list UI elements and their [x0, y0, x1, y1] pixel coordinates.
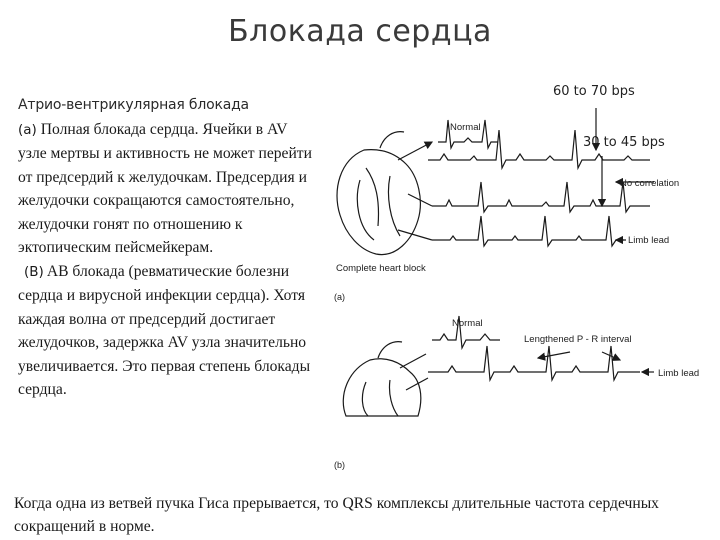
b-limb-lead-label: Limb lead	[658, 368, 700, 379]
lengthened-arrow-left	[538, 352, 570, 358]
a-panel-label: (a)	[334, 292, 345, 302]
a-no-correlation-label: No correlation	[620, 178, 680, 189]
a-ecg-trace-top	[428, 130, 650, 168]
left-heading: Атрио-вентрикулярная блокада	[18, 97, 249, 113]
heart-block-figure	[320, 90, 720, 470]
heart-outline-a	[337, 150, 420, 255]
heart-outline-b	[343, 359, 421, 416]
lengthened-arrow-right	[602, 352, 620, 360]
paragraph-a	[18, 118, 318, 260]
rate-label-bottom: 30 to 45 bps	[583, 135, 665, 150]
heart-inner-a	[357, 168, 400, 240]
paragraph-a-label: (а)	[18, 121, 37, 138]
b-panel-label: (b)	[334, 460, 345, 470]
a-normal-label: Normal	[450, 122, 481, 133]
b-lengthened-label: Lengthened P - R interval	[524, 334, 632, 345]
heart-lead-line-b1	[400, 354, 426, 368]
heart-inner-b	[362, 380, 398, 416]
paragraph-b	[18, 260, 318, 402]
slide-title: Блокада сердца	[228, 14, 492, 49]
a-ecg-trace-bottom	[432, 182, 650, 212]
a-caption: Complete heart block	[336, 263, 426, 274]
bottom-text: Когда одна из ветвей пучка Гиса прерывается, то QRS комплексы длительные частота сердечных сокращений в норме.	[14, 495, 659, 535]
b-ecg-trace	[428, 346, 640, 380]
heart-vessel-b	[378, 342, 402, 358]
paragraph-a-text: Полная блокада сердца. Ячейки в AV узле мертвы и активность не может перейти от предсердий к желудочкам. Предсердия и желудочки сокращаются самостоятельно, желудочки гонят по отношению к эктопическим пейсмейкерам.	[18, 120, 312, 256]
rate-label-top: 60 to 70 bps	[553, 84, 635, 99]
left-text-block	[18, 94, 318, 402]
heart-lead-line-a3	[398, 230, 432, 240]
paragraph-b-text: AB блокада (ревматические болезни сердца и вирусной инфекции сердца). Хотя каждая волна от предсердий достигает желудочков, задержка AV узла значительно увеличивается. Это первая степень блокады сердца.	[18, 262, 311, 398]
a-limb-lead-label: Limb lead	[628, 235, 670, 246]
b-normal-label: Normal	[452, 318, 483, 329]
heart-vessel-a	[380, 132, 404, 148]
heart-lead-line-a1	[398, 142, 432, 160]
a-ecg-trace-third	[432, 216, 626, 246]
paragraph-b-label: (B)	[24, 263, 44, 280]
